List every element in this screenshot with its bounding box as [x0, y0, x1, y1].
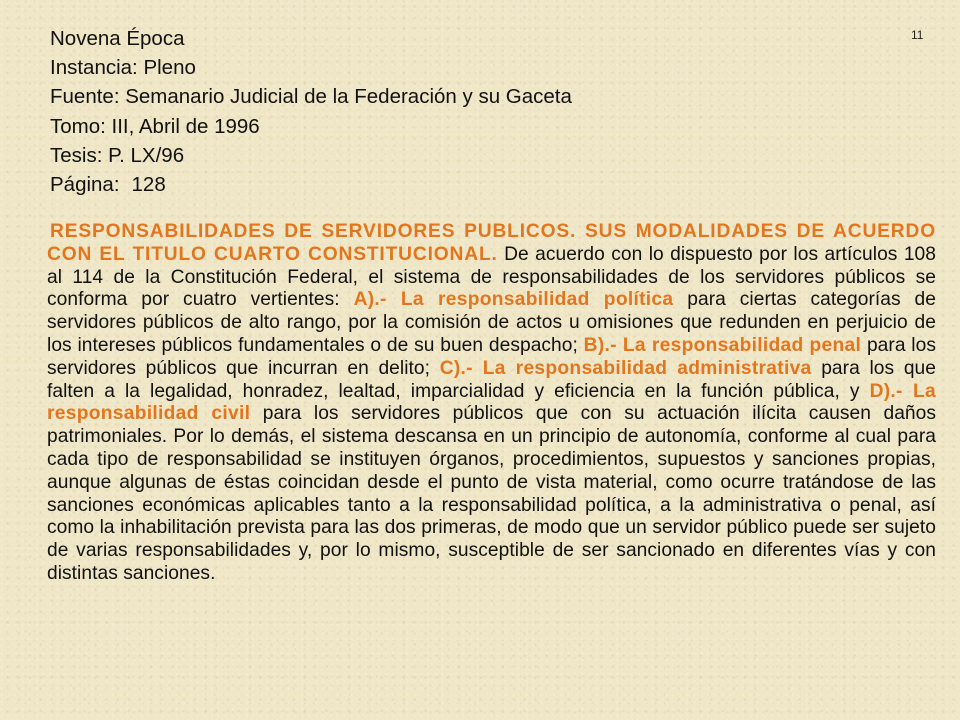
fuente-line: Fuente: Semanario Judicial de la Federación y su Gaceta	[50, 85, 572, 109]
thesis-text-penal: para los servidores públicos que incurran en delito;	[47, 334, 936, 379]
thesis-text-intro: De acuerdo con lo dispuesto por los artículos 108 al 114 de la Constitución Federal, el sistema de responsabilidades de los servidores públicos se conforma por cuatro vertientes:	[47, 243, 936, 311]
slide-number: 11	[911, 28, 924, 42]
epoca-line: Novena Época	[50, 27, 185, 50]
responsibility-political: A).- La responsabilidad política	[353, 289, 674, 311]
responsibility-administrative: C).- La responsabilidad administrativa	[439, 357, 812, 379]
tesis-line: Tesis: P. LX/96	[50, 143, 185, 167]
pagina-label: Página:	[50, 173, 120, 197]
thesis-title: RESPONSABILIDADES DE SERVIDORES PUBLICOS. SUS MODALIDADES DE ACUERDO CON EL TITULO CUARTO CONSTITUCIONAL.	[47, 221, 936, 265]
tomo-line: Tomo: III, Abril de 1996	[50, 114, 260, 138]
instancia-line: Instancia: Pleno	[50, 56, 196, 80]
pagina-value: 128	[131, 173, 166, 197]
thesis-metadata	[50, 24, 572, 199]
thesis-text-political: para ciertas categorías de servidores públicos de alto rango, por la comisión de actos u omisiones que redunden en perjuicio de los intereses públicos fundamentales o de su buen despacho;	[47, 289, 936, 356]
thesis-text-administrative: para los que falten a la legalidad, honradez, lealtad, imparcialidad y eficiencia en la función pública, y	[47, 357, 936, 402]
thesis-body	[47, 221, 936, 586]
responsibility-penal: B).- La responsabilidad penal	[583, 334, 862, 356]
thesis-text-civil: para los servidores públicos que con su actuación ilícita causen daños patrimoniales. Por lo demás, el sistema descansa en un principio de autonomía, conforme al cual para cada tipo de responsabilidad se instituyen órganos, procedimientos, supuestos y sanciones propias, aunque algunas de éstas coincidan desde el punto de vista material, como ocurre tratándose de las sanciones económicas aplicables tanto a la responsabilidad política, a la administrativa o penal, así como la inhabilitación prevista para las dos primeras, de modo que un servidor público puede ser sujeto de varias responsabilidades y, por lo mismo, susceptible de ser sancionado en diferentes vías y con distintas sanciones.	[47, 403, 936, 584]
responsibility-civil: D).- La responsabilidad civil	[47, 380, 936, 425]
pagina-line	[50, 170, 572, 199]
